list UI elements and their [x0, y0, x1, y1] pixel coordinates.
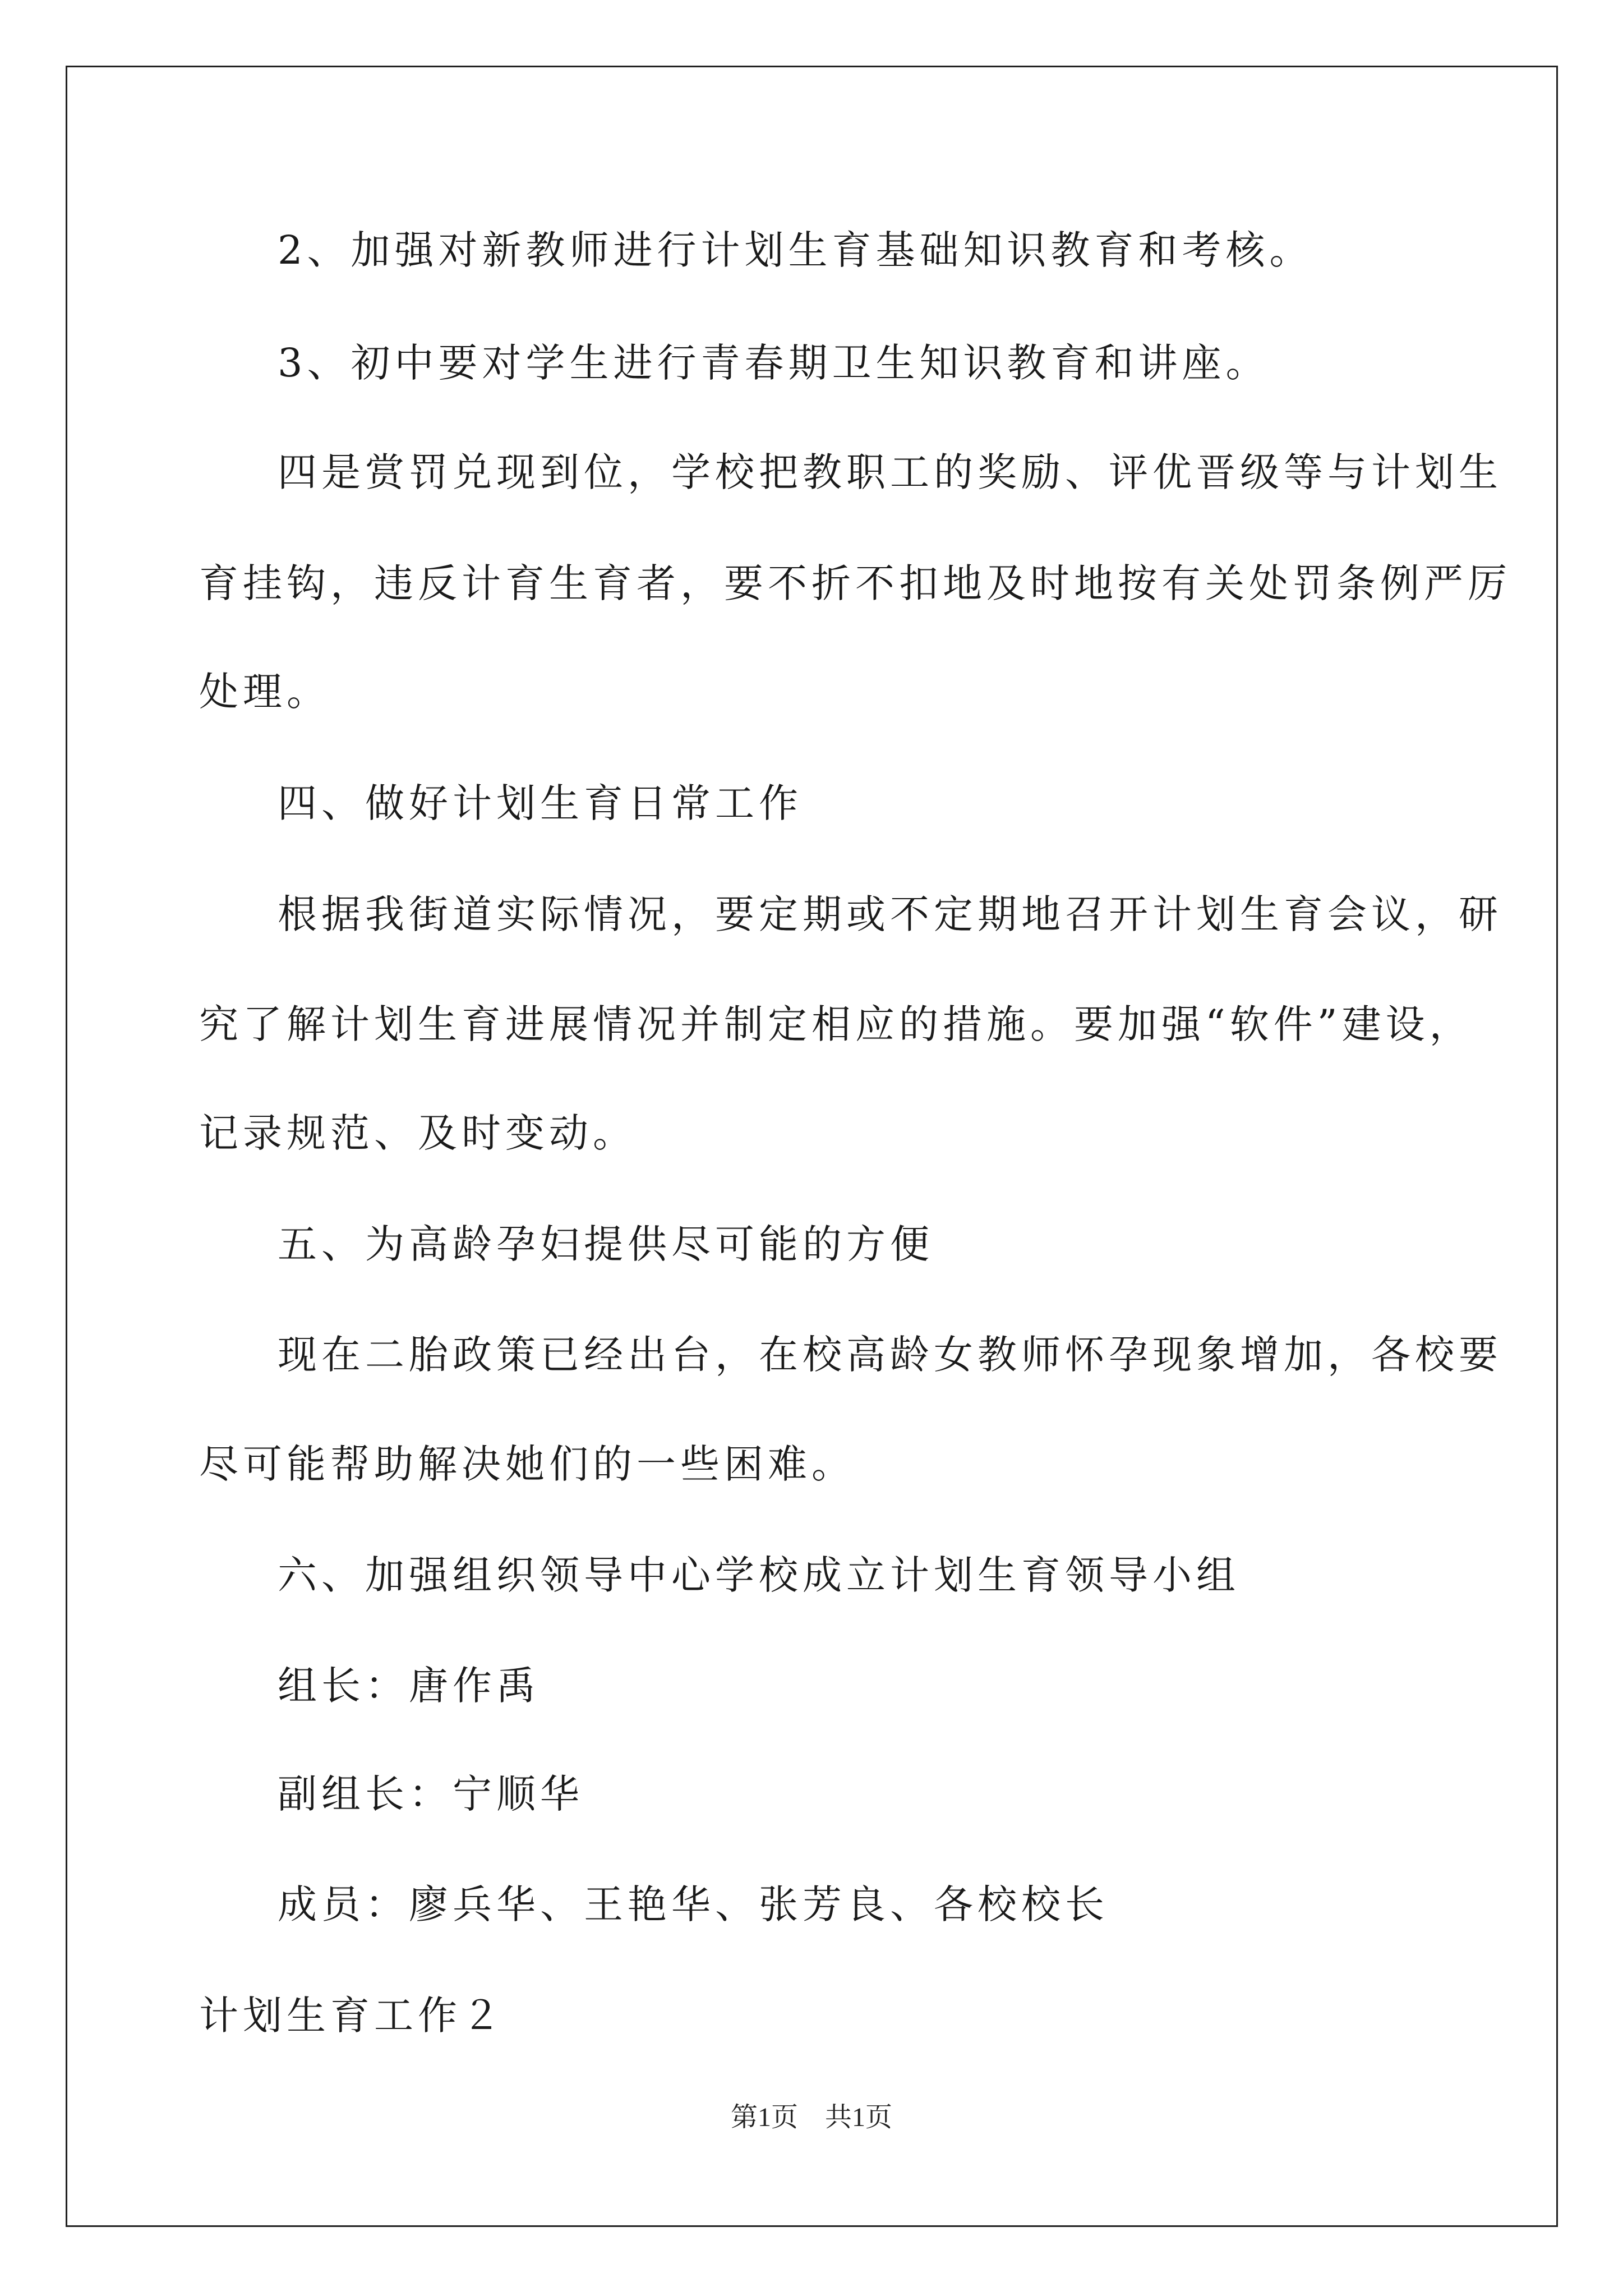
section-heading: 六、加强组织领导中心学校成立计划生育领导小组 — [278, 1552, 1240, 1598]
paragraph-line: 2、加强对新教师进行计划生育基础知识教育和考核。 — [278, 227, 1313, 273]
paragraph-line: 尽可能帮助解决她们的一些困难。 — [199, 1441, 855, 1487]
document-subtitle: 计划生育工作２ — [199, 1993, 505, 2039]
paragraph-line: 现在二胎政策已经出台，在校高龄女教师怀孕现象增加，各校要 — [278, 1332, 1502, 1378]
paragraph-line: 3、初中要对学生进行青春期卫生知识教育和讲座。 — [278, 340, 1270, 386]
paragraph-line: 记录规范、及时变动。 — [199, 1110, 637, 1156]
page-number: 第1页 — [730, 2102, 798, 2132]
section-heading: 四、做好计划生育日常工作 — [278, 780, 803, 826]
section-heading: 五、为高龄孕妇提供尽可能的方便 — [278, 1221, 934, 1267]
page-total: 共1页 — [825, 2102, 893, 2132]
paragraph-line: 育挂钩，违反计育生育者，要不折不扣地及时地按有关处罚条例严厉 — [199, 560, 1511, 606]
paragraph-line: 究了解计划生育进展情况并制定相应的措施。要加强“软件”建设， — [199, 1001, 1473, 1047]
page-footer — [0, 2101, 1623, 2134]
paragraph-line: 四是赏罚兑现到位，学校把教职工的奖励、评优晋级等与计划生 — [278, 449, 1502, 495]
paragraph-line: 副组长：宁顺华 — [278, 1771, 584, 1817]
paragraph-line: 根据我街道实际情况，要定期或不定期地召开计划生育会议，研 — [278, 891, 1502, 937]
paragraph-line: 组长：唐作禹 — [278, 1663, 540, 1709]
paragraph-line: 成员：廖兵华、王艳华、张芳良、各校校长 — [278, 1881, 1109, 1927]
paragraph-line: 处理。 — [199, 669, 330, 715]
